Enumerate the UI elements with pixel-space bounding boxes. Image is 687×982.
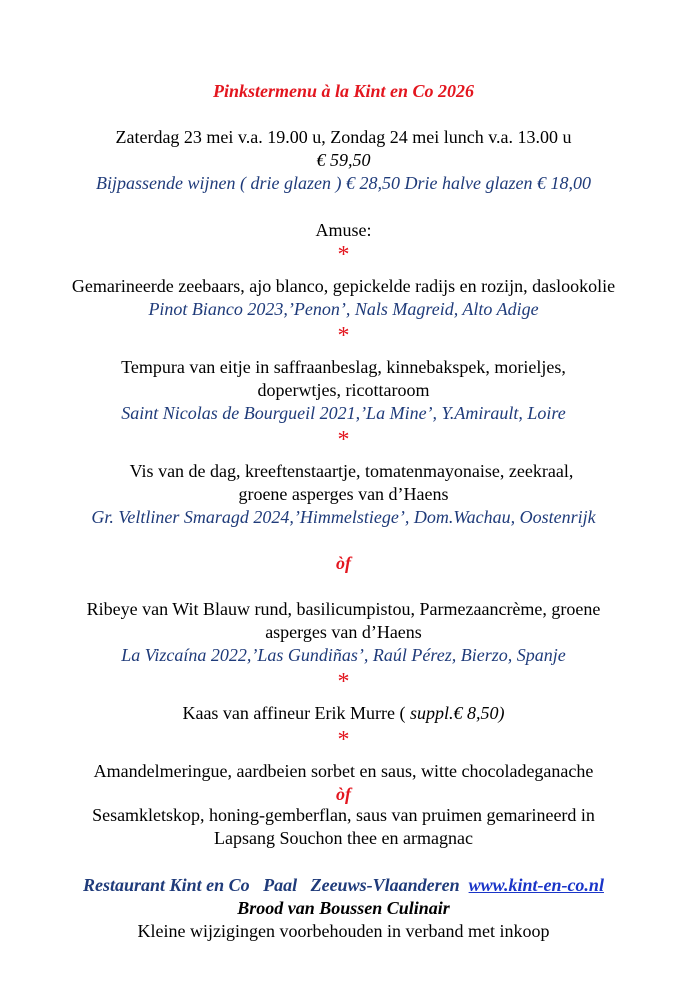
course-3b-line-1: Ribeye van Wit Blauw rund, basilicumpistou, Parmezaancrème, groene — [86, 599, 601, 619]
dessert-2-line-2: Lapsang Souchon thee en armagnac — [214, 828, 473, 848]
menu-price: € 59,50 — [316, 150, 371, 170]
footer-restaurant: Restaurant Kint en Co Paal Zeeuws-Vlaanderen — [83, 875, 469, 895]
separator-star: * — [337, 323, 350, 349]
separator-star: * — [337, 727, 350, 753]
footer-note: Kleine wijzigingen voorbehouden in verband met inkoop — [137, 921, 550, 941]
course-2-line-2: doperwtjes, ricottaroom — [257, 380, 430, 400]
cheese-course — [0, 702, 687, 724]
or-label: òf — [336, 784, 351, 804]
wine-3b: La Vizcaína 2022,’Las Gundiñas’, Raúl Pérez, Bierzo, Spanje — [121, 645, 566, 665]
cheese-text: Kaas van affineur Erik Murre ( — [182, 703, 411, 723]
course-3-line-2: groene asperges van d’Haens — [238, 484, 449, 504]
wine-3: Gr. Veltliner Smaragd 2024,’Himmelstiege’, Dom.Wachau, Oostenrijk — [91, 507, 596, 527]
cheese-supplement: suppl.€ 8,50) — [410, 703, 505, 723]
wine-2: Saint Nicolas de Bourgueil 2021,’La Mine’, Y.Amirault, Loire — [121, 403, 566, 423]
website-link[interactable]: www.kint-en-co.nl — [468, 875, 604, 895]
separator-star: * — [337, 427, 350, 453]
footer-bread: Brood van Boussen Culinair — [237, 898, 450, 918]
course-3b-line-2: asperges van d’Haens — [265, 622, 422, 642]
dessert-2-line-1: Sesamkletskop, honing-gemberflan, saus van pruimen gemarineerd in — [92, 805, 595, 825]
wine-1: Pinot Bianco 2023,’Penon’, Nals Magreid, Alto Adige — [148, 299, 539, 319]
footer-restaurant-line — [0, 874, 687, 896]
dessert-1: Amandelmeringue, aardbeien sorbet en saus, witte chocoladeganache — [93, 761, 594, 781]
separator-star: * — [337, 669, 350, 695]
separator-star: * — [337, 242, 350, 268]
course-2-line-1: Tempura van eitje in saffraanbeslag, kinnebakspek, morieljes, — [121, 357, 566, 377]
wine-offer: Bijpassende wijnen ( drie glazen ) € 28,50 Drie halve glazen € 18,00 — [96, 173, 591, 193]
or-label: òf — [336, 553, 351, 573]
course-1: Gemarineerde zeebaars, ajo blanco, gepickelde radijs en rozijn, daslookolie — [71, 276, 616, 296]
course-3-line-1: Vis van de dag, kreeftenstaartje, tomatenmayonaise, zeekraal, — [129, 461, 574, 481]
menu-dates: Zaterdag 23 mei v.a. 19.00 u, Zondag 24 mei lunch v.a. 13.00 u — [115, 127, 572, 147]
amuse-label: Amuse: — [315, 220, 372, 240]
menu-title: Pinkstermenu à la Kint en Co 2026 — [212, 81, 475, 101]
